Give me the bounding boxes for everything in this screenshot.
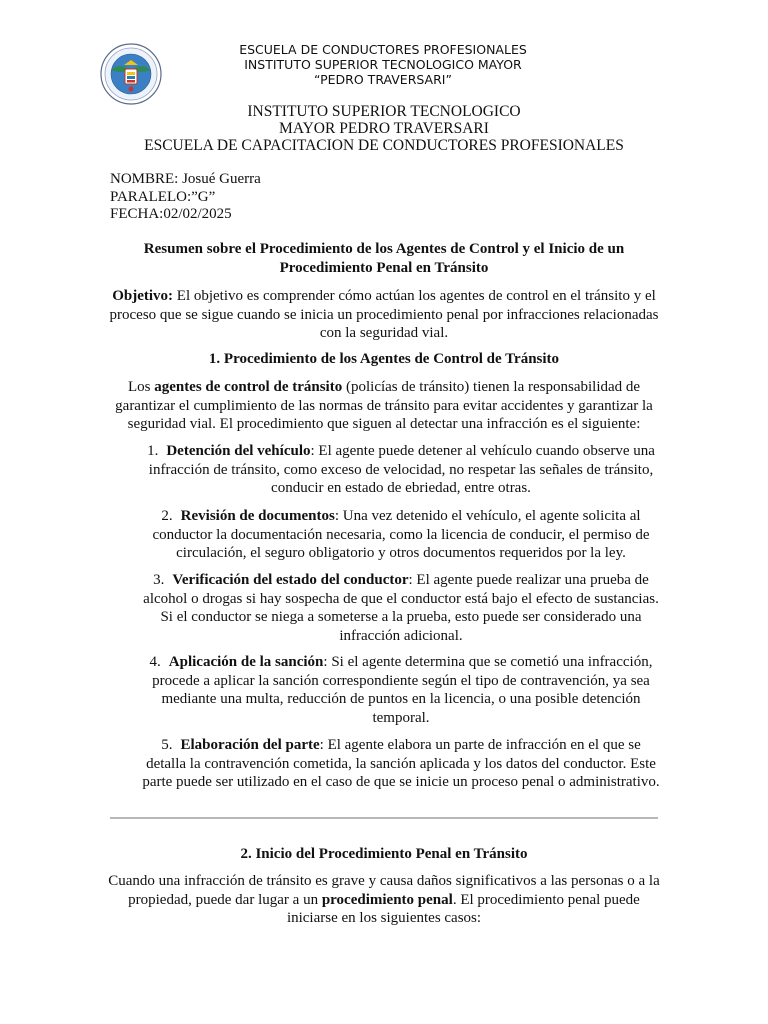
document-title: Resumen sobre el Procedimiento de los Agentes de Control y el Inicio de un Procedimiento Penal en Tránsito — [143, 241, 625, 276]
list-item — [140, 442, 662, 498]
section-2-text-end: . El procedimiento penal puede iniciarse en los siguientes casos: — [286, 891, 640, 926]
student-date: FECHA:02/02/2025 — [110, 206, 232, 222]
section-2-bold-term: procedimiento penal — [321, 891, 453, 908]
institution-line-1: INSTITUTO SUPERIOR TECNOLOGICO — [247, 103, 521, 120]
objective-label: Objetivo: — [112, 288, 174, 304]
list-item-text: : Si el agente determina que se cometió una infracción, procede a aplicar la sanción correspondiente según el tipo de contravención, ya sea mediante una multa, reducción de puntos en la licencia, o una posible detención temporal. — [152, 654, 653, 726]
list-item-label: Detención del vehículo — [166, 443, 311, 459]
list-item-label: Verificación del estado del conductor — [172, 572, 409, 588]
list-item-label: Revisión de documentos — [180, 508, 335, 524]
institution-line-2: MAYOR PEDRO TRAVERSARI — [279, 120, 489, 137]
intro-text-start: Los — [127, 379, 155, 395]
list-item — [140, 736, 662, 792]
list-item — [140, 507, 662, 563]
list-item-number: 3. — [153, 572, 165, 588]
intro-text-end: (policías de tránsito) tienen la responsabilidad de garantizar el cumplimiento de las normas de tránsito para evitar accidentes y garantizar la seguridad vial. El procedimiento que siguen al detectar una infracción es el siguiente: — [115, 379, 653, 432]
student-name: NOMBRE: Josué Guerra — [110, 171, 261, 187]
student-info — [110, 171, 261, 224]
list-item-number: 1. — [147, 443, 159, 459]
institution-line-3: ESCUELA DE CAPACITACION DE CONDUCTORES PROFESIONALES — [144, 137, 624, 154]
institution-block — [90, 103, 678, 154]
section-2-heading: 2. Inicio del Procedimiento Penal en Tránsito — [240, 846, 528, 862]
list-item — [140, 571, 662, 645]
objective-paragraph — [108, 287, 660, 343]
header-block — [150, 42, 616, 87]
header-line-school: ESCUELA DE CONDUCTORES PROFESIONALES — [239, 42, 527, 57]
list-item-number: 4. — [149, 654, 161, 670]
header-line-name: “PEDRO TRAVERSARI” — [314, 72, 452, 87]
section-1-intro — [110, 378, 658, 434]
list-item-text: : El agente puede detener al vehículo cuando observe una infracción de tránsito, como exceso de velocidad, no respetar las señales de tránsito, conducir en estado de ebriedad, entre otras. — [148, 443, 655, 496]
student-paralelo: PARALELO:”G” — [110, 188, 216, 205]
section-divider — [110, 817, 658, 819]
list-item-text: : El agente elabora un parte de infracción en el que se detalla la contravención cometida, la sanción aplicada y los datos del conductor. Este parte puede ser utilizado en el caso de que se inicie un proceso penal o administrativo. — [142, 737, 660, 790]
list-item-number: 5. — [161, 737, 173, 753]
intro-bold-term: agentes de control de tránsito — [154, 379, 343, 395]
list-item-label: Elaboración del parte — [180, 737, 320, 753]
section-2-text-start: Cuando una infracción de tránsito es grave y causa daños significativos a las personas o a la propiedad, puede dar lugar a un — [108, 873, 660, 908]
list-item — [140, 653, 662, 727]
list-item-number: 2. — [161, 508, 173, 524]
list-item-text: : El agente puede realizar una prueba de alcohol o drogas si hay sospecha de que el conductor está bajo el efecto de sustancias. Si el conductor se niega a someterse a la prueba, esto puede ser considerado una infracción adicional. — [143, 572, 659, 644]
objective-text: El objetivo es comprender cómo actúan los agentes de control en el tránsito y el proceso que se sigue cuando se inicia un procedimiento penal por infracciones relacionadas con la seguridad vial. — [109, 288, 659, 341]
section-2-paragraph — [108, 872, 660, 928]
list-item-label: Aplicación de la sanción — [168, 654, 324, 670]
list-item-text: : Una vez detenido el vehículo, el agente solicita al conductor la documentación necesaria, como la licencia de conducir, el permiso de circulación, el seguro obligatorio y otros documentos requeridos por la ley. — [152, 508, 650, 561]
section-1-heading: 1. Procedimiento de los Agentes de Control de Tránsito — [208, 351, 560, 367]
header-line-institute: INSTITUTO SUPERIOR TECNOLOGICO MAYOR — [244, 57, 522, 72]
